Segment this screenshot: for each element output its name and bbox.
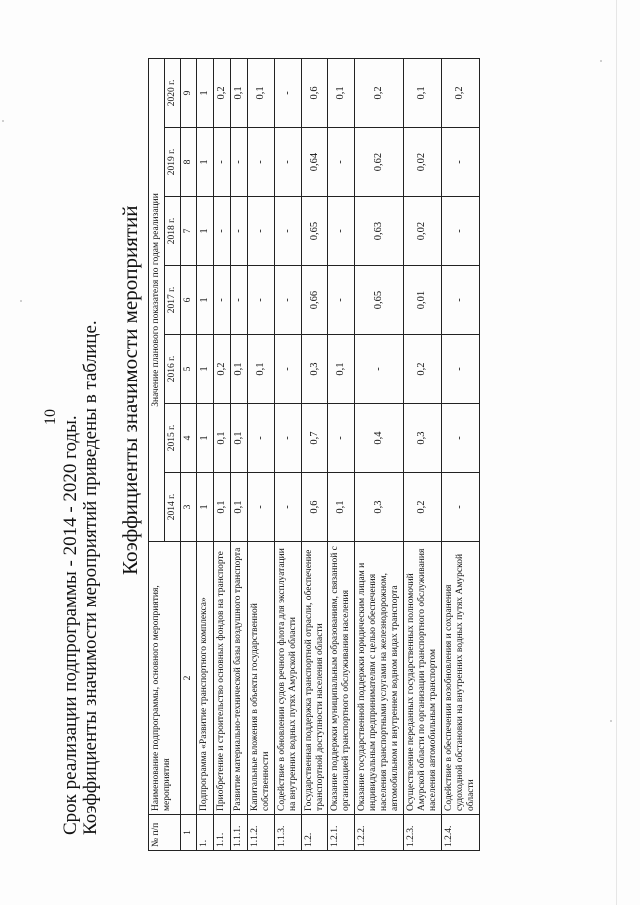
coefficients-table [148, 58, 480, 851]
value-cell: - [328, 266, 355, 335]
value-cell: - [441, 335, 479, 404]
value-cell: - [328, 197, 355, 266]
table-row [328, 58, 355, 850]
value-cell: - [213, 197, 230, 266]
value-cell: 0,66 [301, 266, 328, 335]
value-cell: 0,2 [441, 58, 479, 127]
value-cell: 0,1 [213, 473, 230, 542]
table-row [355, 58, 404, 850]
value-cell: 1 [196, 335, 213, 404]
value-cell: - [441, 197, 479, 266]
value-cell: 1 [196, 473, 213, 542]
value-cell: - [247, 197, 274, 266]
value-cell: 0,63 [355, 197, 404, 266]
value-cell: - [441, 266, 479, 335]
row-number: 1.1.2. [247, 815, 274, 851]
value-cell: - [230, 197, 247, 266]
value-cell: - [328, 128, 355, 197]
row-name: Оказание государственной поддержки юридическим лицам и индивидуальным предпринимателям с целью обеспечения населения транспортными услугами на железнодорожном, автомобильном и внутреннем водном видах транспорта [355, 542, 404, 815]
intro-text-line-1: Срок реализации подпрограммы - 2014 - 2020 годы. [60, 415, 81, 835]
scan-speck [600, 60, 602, 62]
row-number: 1.2.3. [404, 815, 442, 851]
value-cell: 0,3 [355, 473, 404, 542]
value-cell: 0,2 [213, 58, 230, 127]
intro-text-line-2: Коэффициенты значимости мероприятий приведены в таблице. [80, 320, 101, 835]
index-cell: 3 [180, 473, 196, 542]
table-index-row [180, 58, 196, 850]
value-cell: - [274, 197, 301, 266]
table-row [230, 58, 247, 850]
row-number: 1.1.1. [230, 815, 247, 851]
index-cell: 2 [180, 542, 196, 815]
value-cell: 0,4 [355, 404, 404, 473]
value-cell: 0,01 [404, 266, 442, 335]
value-cell: 1 [196, 404, 213, 473]
row-number: 1.2.1. [328, 815, 355, 851]
header-year: 2014 г. [164, 473, 180, 542]
value-cell: 0,1 [230, 335, 247, 404]
value-cell: 0,1 [328, 473, 355, 542]
header-year: 2017 г. [164, 266, 180, 335]
index-cell: 6 [180, 266, 196, 335]
index-cell: 5 [180, 335, 196, 404]
row-number: 1.2. [301, 815, 328, 851]
header-values: Значение планового показателя по годам реализации [149, 58, 165, 541]
value-cell: - [274, 58, 301, 127]
row-name: Оказание поддержки муниципальным образованиям, связанной с организацией транспортного обслуживания населения [328, 542, 355, 815]
table-row [196, 58, 213, 850]
value-cell: 0,1 [213, 404, 230, 473]
index-cell: 8 [180, 128, 196, 197]
table-heading: Коэффициенты значимости мероприятий [118, 205, 142, 575]
table-row [213, 58, 230, 850]
value-cell: 0,2 [355, 58, 404, 127]
row-name: Содействие в обновлении судов речного флота для эксплуатации на внутренних водных путях Амурской области [274, 542, 301, 815]
value-cell: 0,1 [247, 335, 274, 404]
scan-speck [2, 120, 4, 122]
value-cell: 0,6 [301, 473, 328, 542]
value-cell: - [274, 335, 301, 404]
value-cell: 0,64 [301, 128, 328, 197]
table-header-row [149, 58, 165, 850]
value-cell: - [441, 404, 479, 473]
value-cell: - [213, 266, 230, 335]
value-cell: - [441, 128, 479, 197]
index-cell: 9 [180, 58, 196, 127]
value-cell: 0,2 [404, 335, 442, 404]
value-cell: 0,6 [301, 58, 328, 127]
value-cell: 1 [196, 266, 213, 335]
row-name: Государственная поддержка транспортной отрасли, обеспечение транспортной доступности населения области [301, 542, 328, 815]
table-row [247, 58, 274, 850]
value-cell: 0,1 [404, 58, 442, 127]
header-year: 2015 г. [164, 404, 180, 473]
value-cell: 0,3 [301, 335, 328, 404]
value-cell: - [274, 404, 301, 473]
value-cell: - [247, 266, 274, 335]
value-cell: 0,3 [404, 404, 442, 473]
scan-edge-line [616, 0, 617, 905]
index-cell: 7 [180, 197, 196, 266]
header-year: 2016 г. [164, 335, 180, 404]
value-cell: 0,62 [355, 128, 404, 197]
row-number: 1.1. [213, 815, 230, 851]
header-year: 2018 г. [164, 197, 180, 266]
row-number: 1.1.3. [274, 815, 301, 851]
table-body [180, 58, 479, 850]
value-cell: 0,1 [328, 335, 355, 404]
value-cell: - [274, 128, 301, 197]
row-name: Приобретение и строительство основных фондов на транспорте [213, 542, 230, 815]
value-cell: 0,7 [301, 404, 328, 473]
header-year: 2020 г. [164, 58, 180, 127]
row-name: Осуществление переданных государственных полномочий Амурской области по организации транспортного обслуживания населения автомобильным транспортом [404, 542, 442, 815]
table-row [301, 58, 328, 850]
header-name: Наименование подпрограммы, основного мероприятия, мероприятия [149, 542, 181, 815]
value-cell: - [441, 473, 479, 542]
row-number: 1.2.4. [441, 815, 479, 851]
value-cell: 0,65 [301, 197, 328, 266]
scan-speck [20, 300, 22, 302]
value-cell: - [247, 404, 274, 473]
table-row [441, 58, 479, 850]
value-cell: - [247, 473, 274, 542]
value-cell: 1 [196, 197, 213, 266]
value-cell: - [230, 266, 247, 335]
row-number: 1. [196, 815, 213, 851]
table-row [404, 58, 442, 850]
row-number: 1.2.2. [355, 815, 404, 851]
value-cell: - [230, 128, 247, 197]
value-cell: 0,1 [328, 58, 355, 127]
row-name: Подпрограмма «Развитие транспортного комплекса» [196, 542, 213, 815]
index-cell: 1 [180, 815, 196, 851]
row-name: Содействие в обеспечении возобновления и сохранения судоходной обстановки на внутренних водных путях Амурской области [441, 542, 479, 815]
index-cell: 4 [180, 404, 196, 473]
value-cell: 0,65 [355, 266, 404, 335]
value-cell: 0,1 [230, 473, 247, 542]
value-cell: - [274, 266, 301, 335]
row-name: Развитие материально-технической базы воздушного транспорта [230, 542, 247, 815]
value-cell: 0,1 [247, 58, 274, 127]
value-cell: - [213, 128, 230, 197]
value-cell: - [328, 404, 355, 473]
value-cell: 0,2 [404, 473, 442, 542]
scan-speck [610, 720, 612, 722]
value-cell: 0,02 [404, 128, 442, 197]
value-cell: 0,2 [213, 335, 230, 404]
header-year: 2019 г. [164, 128, 180, 197]
value-cell: 0,1 [230, 58, 247, 127]
value-cell: 0,1 [230, 404, 247, 473]
row-name: Капитальные вложения в объекты государственной собственности [247, 542, 274, 815]
table-row [274, 58, 301, 850]
value-cell: 1 [196, 128, 213, 197]
value-cell: - [355, 335, 404, 404]
page-number: 10 [42, 409, 59, 425]
header-num: № п/п [149, 815, 181, 851]
value-cell: 1 [196, 58, 213, 127]
value-cell: - [247, 128, 274, 197]
value-cell: 0,02 [404, 197, 442, 266]
value-cell: - [274, 473, 301, 542]
